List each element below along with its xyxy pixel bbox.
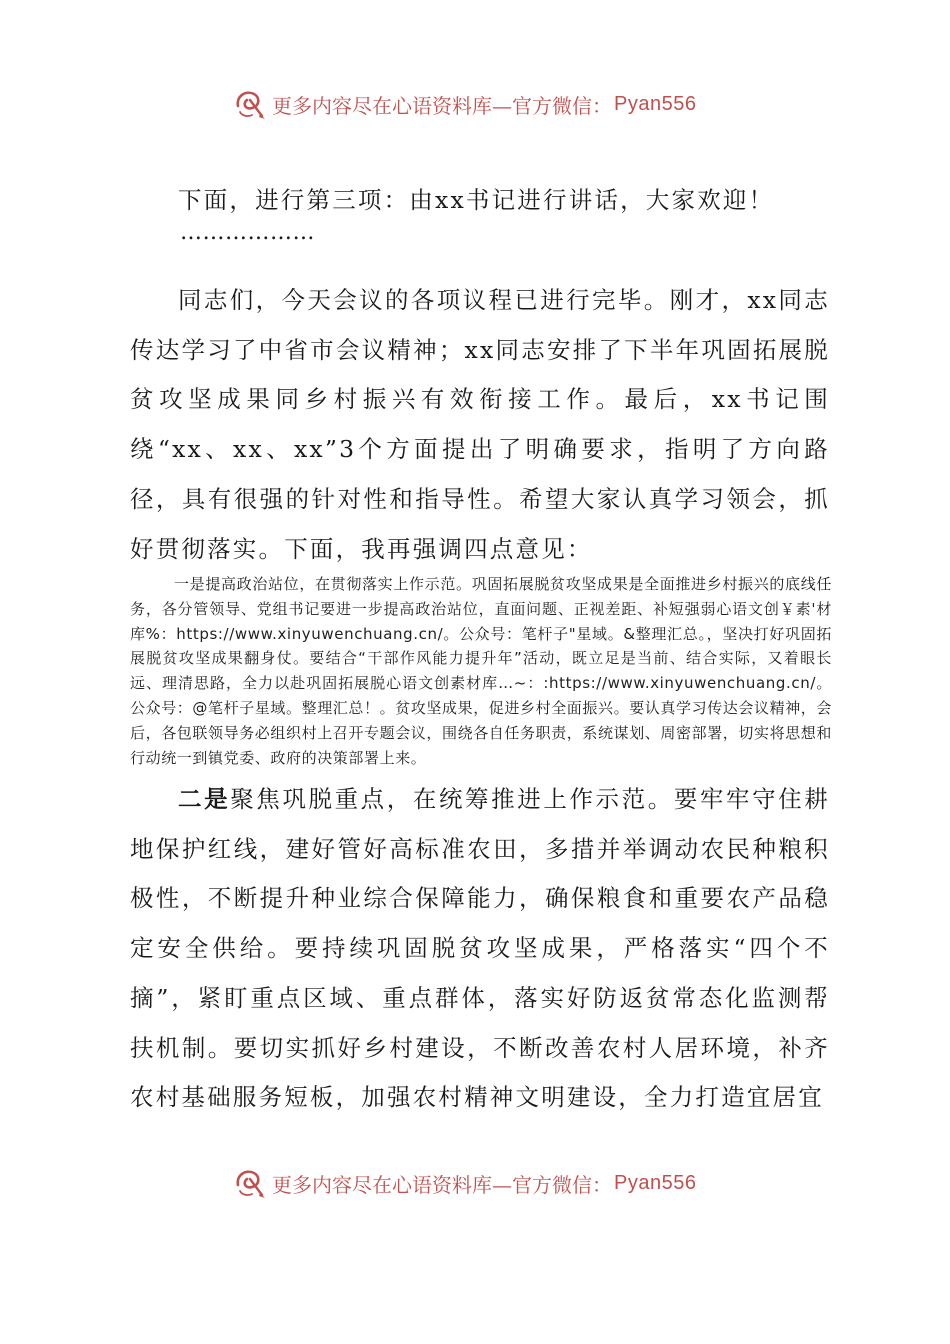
header-wechat-id: Pyan556 <box>614 92 697 115</box>
point-two-lead: 二是 <box>178 785 231 813</box>
footer-wechat-id: Pyan556 <box>614 1171 697 1194</box>
intro-line <box>130 176 830 226</box>
point-one-text: 一是提高政治站位，在贯彻落实上作示范。巩固拓展脱贫攻坚成果是全面推进乡村振兴的底线任务，各分管领导、党组书记要进一步提高政治站位，直面问题、正视差距、补短强弱心语文创￥素'材库%：https://www.xinyuwenchuang.cn/。公众号：笔杆子"星域。&整理汇总。，坚决打好巩固拓展脱贫攻坚成果翻身仗。要结合“干部作风能力提升年”活动，既立足是当前、结合实际，又着眼长远、理清思路，全力以赴巩固拓展脱心语文创素材库…~：:https://www.xinyuwenchuang.cn/。公众号：@笔杆子星域。整理汇总！。贫攻坚成果，促进乡村全面振兴。要认真学习传达会议精神，会后，各包联领导务必组织村上召开专题会议，围绕各自任务职责，系统谋划、周密部署，切实将思想和行动统一到镇党委、政府的决策部署上来。 <box>130 575 833 767</box>
point-one-paragraph <box>130 572 832 770</box>
pen-swirl-logo-icon <box>232 1165 268 1201</box>
intro-line-text: 下面，进行第三项：由xx书记进行讲话，大家欢迎！ <box>178 186 775 214</box>
header-banner <box>232 84 696 124</box>
point-two-text: 聚焦巩脱重点，在统筹推进上作示范。要牢牢守住耕地保护红线，建好管好高标准农田，多措并举调动农民种粮积极性，不断提升种业综合保障能力，确保粮食和重要农产品稳定安全供给。要持续巩固脱贫攻坚成果，严格落实“四个不摘”，紧盯重点区域、重点群体，落实好防返贫常态化监测帮扶机制。要切实抓好乡村建设，不断改善农村人居环境，补齐农村基础服务短板，加强农村精神文明建设，全力打造宜居宜 <box>130 785 830 1112</box>
footer-banner <box>232 1163 696 1203</box>
point-two-paragraph <box>130 775 830 1123</box>
header-banner-text: 更多内容尽在心语资料库—官方微信： <box>272 93 612 118</box>
speech-opening-paragraph <box>130 276 830 574</box>
speech-opening-text: 同志们，今天会议的各项议程已进行完毕。刚才，xx同志传达学习了中省市会议精神；xx同志安排了下半年巩固拓展脱贫攻坚成果同乡村振兴有效衔接工作。最后，xx书记围绕“xx、xx、xx”3个方面提出了明确要求，指明了方向路径，具有很强的针对性和指导性。希望大家认真学习领会，抓好贯彻落实。下面，我再强调四点意见： <box>130 286 830 563</box>
footer-banner-text: 更多内容尽在心语资料库—官方微信： <box>272 1172 612 1197</box>
pen-swirl-logo-icon <box>232 86 268 122</box>
intro-ellipsis: ……………… <box>180 220 315 245</box>
